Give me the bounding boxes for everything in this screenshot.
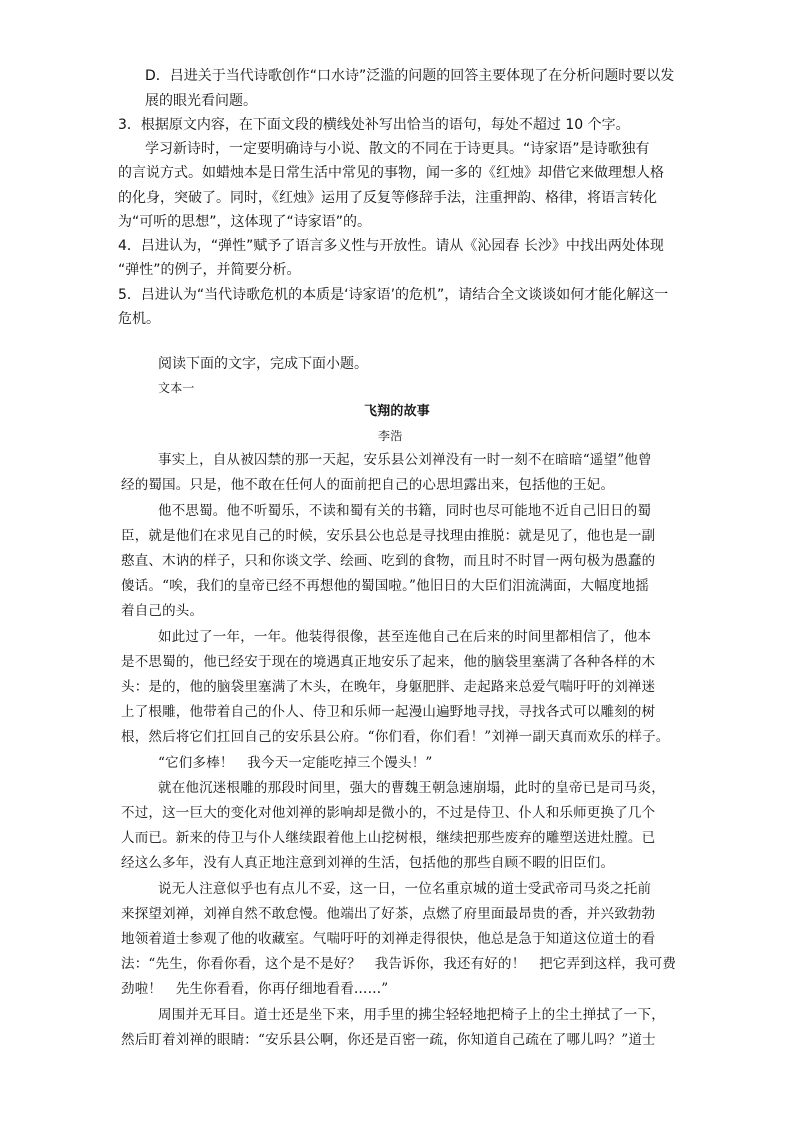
- story-line: 法：“先生，你看你看，这个是不是好？ 我告诉你，我还有好的！ 把它弄到这样，我可费: [121, 956, 677, 972]
- story-line: 上了根雕，他带着自己的仆人、侍卫和乐师一起漫山遍野地寻找，寻找各式可以雕刻的树: [121, 704, 656, 720]
- story-line: 傻话。“唉，我们的皇帝已经不再想他的蜀国啦。”他旧日的大臣们泪流满面，大幅度地摇: [121, 578, 650, 594]
- story-line: “它们多棒！ 我今天一定能吃掉三个馒头！”: [158, 755, 433, 771]
- story-line: 经这么多年，没有人真正地注意到刘禅的生活，包括他的那些自顾不暇的旧臣们。: [121, 855, 615, 871]
- story-line: 他不思蜀。他不听蜀乐，不读和蜀有关的书籍，同时也尽可能地不近自己旧日的蜀: [158, 503, 652, 519]
- story-line: 人而已。新来的侍卫与仆人继续跟着他上山挖树根，继续把那些废弃的雕塑送进灶膛。已: [121, 830, 656, 846]
- question-3-line-1: 学习新诗时，一定要明确诗与小说、散文的不同在于诗更具。“诗家语”是诗歌独有: [145, 141, 650, 157]
- story-line: 不过，这一巨大的变化对他刘禅的影响却是微小的，不过是侍卫、仆人和乐师更换了几个: [121, 805, 656, 821]
- story-line: 说无人注意似乎也有点儿不妥，这一日，一位名重京城的道士受武帝司马炎之托前: [158, 881, 652, 897]
- question-5-line-2: 危机。: [118, 311, 160, 327]
- question-4-line-2: “弹性”的例子，并简要分析。: [118, 262, 301, 278]
- question-3-line-4: 为“可听的思想”，这体现了“诗家语”的。: [118, 214, 372, 230]
- story-line: 憨直、木讷的样子，只和你谈文学、绘画、吃到的食物，而且时不时冒一两句极为愚蠢的: [121, 553, 656, 569]
- story-line: 如此过了一年，一年。他装得很像，甚至连他自己在后来的时间里都相信了，他本: [158, 629, 652, 645]
- option-d-line-1: D．吕进关于当代诗歌创作“口水诗”泛滥的问题的回答主要体现了在分析问题时要以发: [145, 68, 675, 84]
- story-line: 周围并无耳目。道士还是坐下来，用手里的拂尘轻轻地把椅子上的尘土掸拭了一下，: [158, 1007, 665, 1023]
- question-4-line-1: 4．吕进认为，“弹性”赋予了语言多义性与开放性。请从《沁园春 长沙》中找出两处体现: [118, 238, 664, 254]
- option-d-line-2: 展的眼光看问题。: [145, 93, 257, 109]
- question-3-prompt: 3．根据原文内容，在下面文段的横线处补写出恰当的语句，每处不超过 10 个字。: [118, 117, 630, 133]
- story-line: 根，然后将它们扛回自己的安乐县公府。“你们看，你们看！”刘禅一副天真而欢乐的样子。: [121, 729, 670, 745]
- story-line: 就在他沉迷根雕的那段时间里，强大的曹魏王朝急速崩塌，此时的皇帝已是司马炎，: [158, 780, 665, 796]
- story-line: 劲啦！ 先生你看看，你再仔细地看看……”: [121, 981, 389, 997]
- reading-instruction: 阅读下面的文字，完成下面小题。: [158, 356, 368, 372]
- story-line: 事实上，自从被囚禁的那一天起，安乐县公刘禅没有一时一刻不在暗暗“遥望”他曾: [158, 452, 652, 468]
- text-label: 文本一: [158, 381, 195, 395]
- question-3-line-3: 的化身，突破了。同时，《红烛》运用了反复等修辞手法，注重押韵、格律，将语言转化: [118, 190, 657, 206]
- story-line: 地领着道士参观了他的收藏室。气喘吁吁的刘禅走得很快，他总是急于知道这位道士的看: [121, 931, 656, 947]
- story-line: 经的蜀国。只是，他不敢在任何人的面前把自己的心思坦露出来，包括他的王妃。: [121, 477, 615, 493]
- story-line: 臣，就是他们在求见自己的时候，安乐县公也总是寻找理由推脱：就是见了，他也是一副: [121, 528, 656, 544]
- story-line: 头：是的，他的脑袋里塞满了木头，在晚年，身躯肥胖、走起路来总爱气喘吁吁的刘禅迷: [121, 679, 656, 695]
- story-line: 来探望刘禅，刘禅自然不敢怠慢。他端出了好茶，点燃了府里面最昂贵的香，并兴致勃勃: [121, 906, 656, 922]
- story-line: 然后盯着刘禅的眼睛：“安乐县公啊，你还是百密一疏，你知道自己疏在了哪儿吗？”道士: [121, 1032, 656, 1048]
- story-line: 是不思蜀的，他已经安于现在的境遇真正地安乐了起来，他的脑袋里塞满了各种各样的木: [121, 654, 656, 670]
- question-3-line-2: 的言说方式。如蜡烛本是日常生活中常见的事物，闻一多的《红烛》却借它来做理想人格: [118, 165, 664, 181]
- question-5-line-1: 5．吕进认为“当代诗歌危机的本质是‘诗家语’的危机”，请结合全文谈谈如何才能化解这一: [118, 287, 669, 303]
- story-author: 李浩: [378, 429, 403, 443]
- story-line: 着自己的头。: [121, 603, 204, 619]
- story-title: 飞翔的故事: [364, 404, 431, 419]
